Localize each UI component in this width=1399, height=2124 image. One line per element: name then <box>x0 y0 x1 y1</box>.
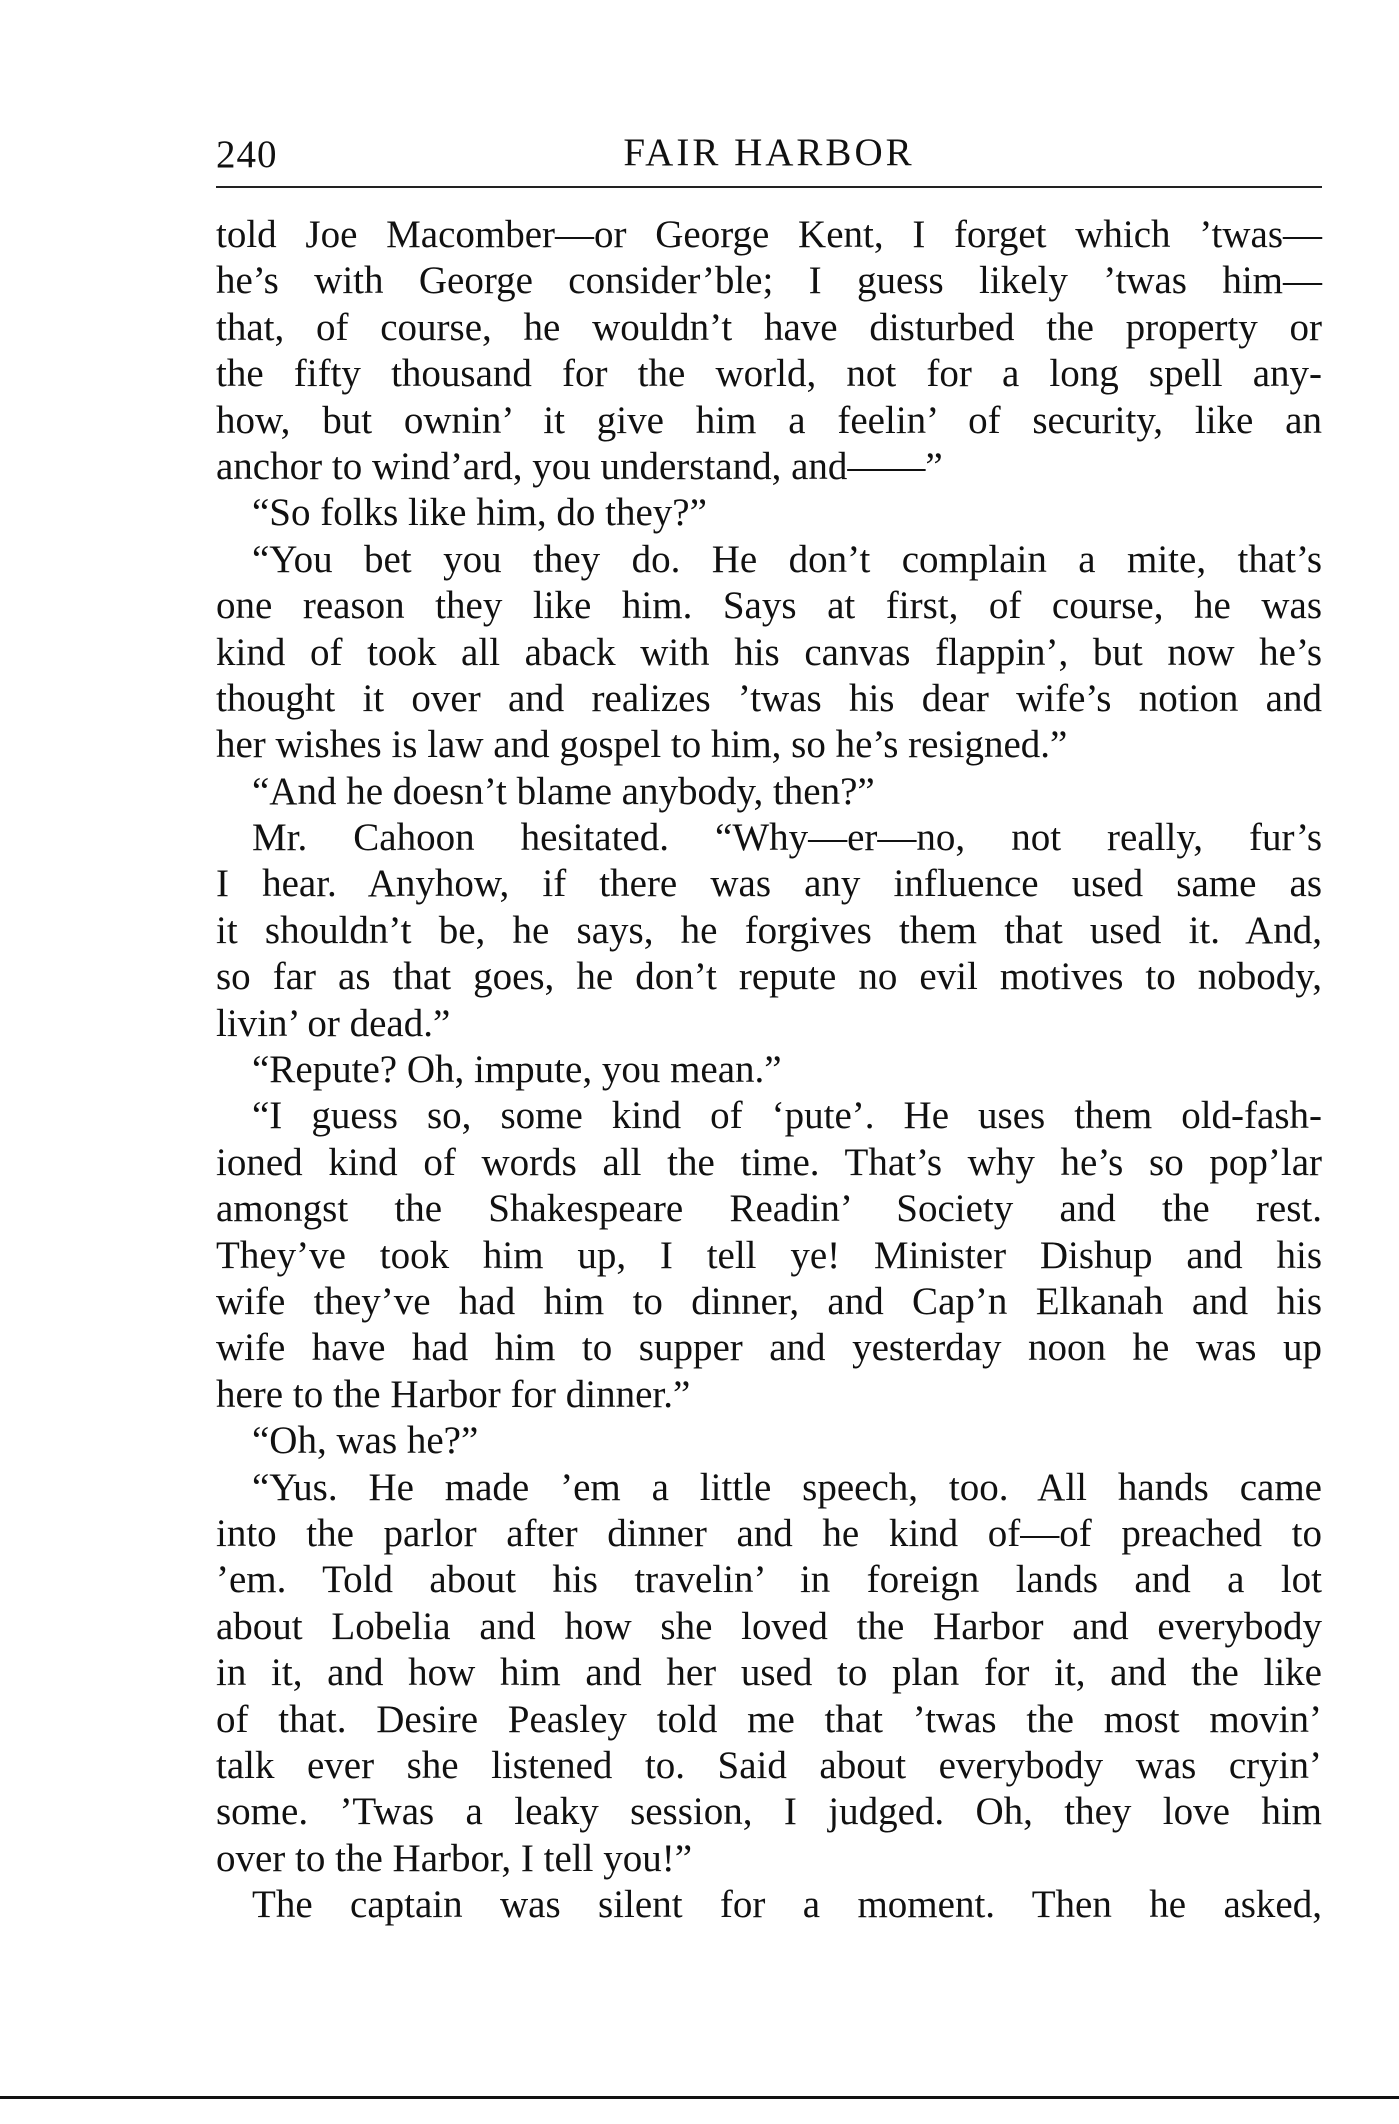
bottom-rule <box>0 2096 1399 2099</box>
running-head: FAIR HARBOR <box>623 131 915 174</box>
text-line: “You bet you they do. He don’t complain a mite, that’s <box>252 537 1322 581</box>
text-line: I hear. Anyhow, if there was any influence used same as <box>216 862 1322 906</box>
text-line: talk ever she listened to. Said about everybody was cryin’ <box>216 1743 1322 1787</box>
page-number: 240 <box>216 133 278 176</box>
text-line: livin’ or dead.” <box>216 1001 451 1045</box>
text-line: ’em. Told about his travelin’ in foreign lands and a lot <box>216 1558 1322 1602</box>
text-line: kind of took all aback with his canvas flappin’, but now he’s <box>216 630 1322 674</box>
text-line: They’ve took him up, I tell ye! Minister Dishup and his <box>216 1233 1322 1277</box>
page-header <box>216 128 1322 180</box>
text-line: The captain was silent for a moment. Then he asked, <box>252 1883 1322 1927</box>
text-line: amongst the Shakespeare Readin’ Society and the rest. <box>216 1187 1322 1231</box>
text-line: “I guess so, some kind of ‘pute’. He uses them old-fash- <box>252 1094 1322 1138</box>
text-line: “Oh, was he?” <box>252 1419 479 1463</box>
text-line: ioned kind of words all the time. That’s why he’s so pop’lar <box>216 1140 1322 1184</box>
text-line: told Joe Macomber—or George Kent, I forget which ’twas— <box>216 213 1322 256</box>
text-line: “So folks like him, do they?” <box>252 491 707 535</box>
text-line: one reason they like him. Says at first, of course, he was <box>216 584 1322 628</box>
text-line: over to the Harbor, I tell you!” <box>216 1836 693 1880</box>
text-line: Mr. Cahoon hesitated. “Why—er—no, not really, fur’s <box>252 816 1322 860</box>
text-line: that, of course, he wouldn’t have disturbed the property or <box>216 305 1322 349</box>
text-line: some. ’Twas a leaky session, I judged. Oh, they love him <box>216 1790 1322 1834</box>
text-line: here to the Harbor for dinner.” <box>216 1372 691 1416</box>
text-line: anchor to wind’ard, you understand, and——” <box>216 444 943 488</box>
text-line: he’s with George consider’ble; I guess likely ’twas him— <box>216 259 1322 303</box>
text-line: “Repute? Oh, impute, you mean.” <box>252 1048 782 1092</box>
text-line: it shouldn’t be, he says, he forgives them that used it. And, <box>216 908 1322 952</box>
text-line: thought it over and realizes ’twas his dear wife’s notion and <box>216 676 1322 720</box>
text-line: of that. Desire Peasley told me that ’twas the most movin’ <box>216 1697 1322 1741</box>
body-text <box>216 212 1322 1928</box>
text-line: in it, and how him and her used to plan for it, and the like <box>216 1651 1322 1695</box>
text-line: how, but ownin’ it give him a feelin’ of security, like an <box>216 398 1322 442</box>
text-line: so far as that goes, he don’t repute no evil motives to nobody, <box>216 955 1322 999</box>
text-line: wife they’ve had him to dinner, and Cap’n Elkanah and his <box>216 1279 1322 1323</box>
text-line: “And he doesn’t blame anybody, then?” <box>252 769 875 813</box>
text-line: the fifty thousand for the world, not for a long spell any- <box>216 352 1322 396</box>
text-line: “Yus. He made ’em a little speech, too. All hands came <box>252 1465 1322 1509</box>
header-rule <box>216 186 1322 188</box>
text-line: wife have had him to supper and yesterday noon he was up <box>216 1326 1322 1370</box>
text-line: about Lobelia and how she loved the Harbor and everybody <box>216 1604 1322 1648</box>
text-line: into the parlor after dinner and he kind of—of preached to <box>216 1511 1322 1555</box>
text-line: her wishes is law and gospel to him, so he’s resigned.” <box>216 723 1068 767</box>
